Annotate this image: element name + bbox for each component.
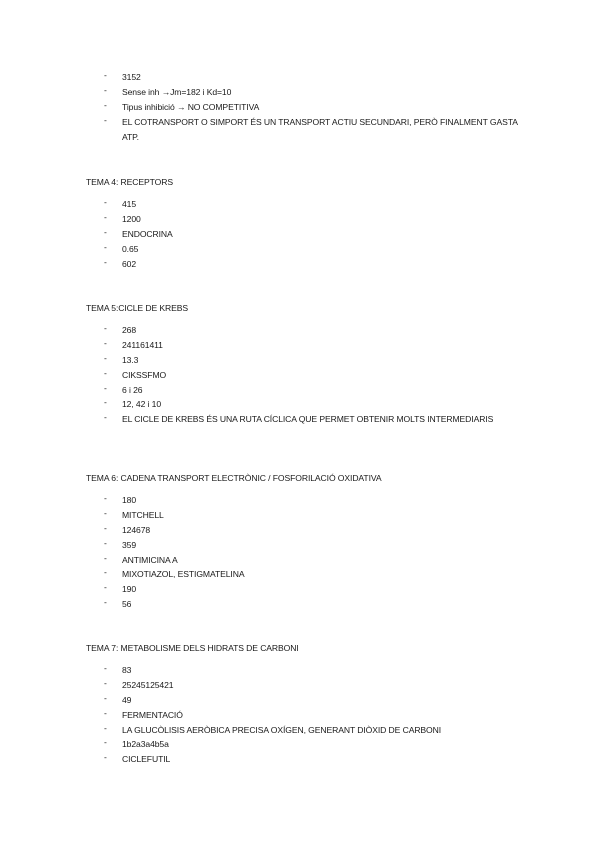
item-text: 6 i 26 [122, 384, 143, 395]
section-heading: TEMA 4: RECEPTORS [86, 177, 173, 187]
bullet-dash: - [104, 663, 107, 673]
list-item [0, 212, 599, 227]
item-text: 83 [122, 665, 132, 675]
list-item [0, 338, 599, 353]
list-item [0, 353, 599, 368]
answer-list [0, 197, 599, 271]
bullet-dash: - [104, 114, 107, 125]
section-heading: TEMA 5:CICLE DE KREBS [86, 303, 189, 313]
item-text: ENDOCRINA [122, 228, 173, 239]
item-text: 359 [122, 539, 137, 550]
bullet-dash: - [104, 722, 107, 733]
item-text: Sense inh →Jm=182 i Kd=10 [122, 86, 232, 97]
item-text: 56 [122, 599, 132, 610]
answer-list [0, 70, 599, 144]
item-text: 602 [122, 258, 137, 269]
item-text: 49 [122, 694, 132, 705]
list-item [0, 197, 599, 212]
item-text: LA GLUCÒLISIS AERÒBICA PRECISA OXÍGEN, GENERANT DIÒXID DE CARBONI [122, 724, 442, 735]
bullet-dash: - [104, 707, 107, 718]
list-item [0, 597, 599, 612]
bullet-dash: - [104, 567, 107, 578]
bullet-dash: - [104, 397, 107, 408]
bullet-dash: - [104, 256, 107, 267]
bullet-dash: - [104, 197, 107, 207]
list-item [0, 323, 599, 338]
list-item [0, 508, 599, 523]
bullet-dash: - [104, 752, 107, 763]
item-text: 0.65 [122, 243, 139, 254]
list-item [0, 412, 599, 442]
list-item [0, 567, 599, 582]
list-item [0, 397, 599, 412]
item-text: MIXOTIAZOL, ESTIGMATELINA [122, 569, 245, 580]
list-item [0, 663, 599, 678]
list-item [0, 752, 599, 767]
bullet-dash: - [104, 337, 107, 348]
item-text: 12, 42 i 10 [122, 399, 162, 410]
section-heading: TEMA 6: CADENA TRANSPORT ELECTRÒNIC / FOSFORILACIÓ OXIDATIVA [86, 473, 382, 483]
bullet-dash: - [104, 692, 107, 703]
bullet-dash: - [104, 226, 107, 237]
bullet-dash: - [104, 323, 107, 333]
list-item [0, 383, 599, 398]
list-item [0, 227, 599, 242]
bullet-dash: - [104, 70, 107, 80]
list-item [0, 85, 599, 100]
answer-list [0, 663, 599, 767]
bullet-dash: - [104, 493, 107, 503]
item-text: 180 [122, 495, 137, 505]
answer-list [0, 323, 599, 442]
list-item [0, 553, 599, 568]
item-text: ANTIMICINA A [122, 554, 178, 565]
item-text: 241161411 [122, 339, 163, 350]
item-text: CIKSSFMO [122, 369, 167, 380]
item-text: 3152 [122, 72, 141, 82]
bullet-dash: - [104, 412, 107, 423]
item-text: EL COTRANSPORT O SIMPORT ÉS UN TRANSPORT ACTIU SECUNDARI, PERÒ FINALMENT GASTA ATP. [122, 116, 518, 142]
item-text: CICLEFUTIL [122, 754, 171, 765]
bullet-dash: - [104, 99, 107, 110]
bullet-dash: - [104, 84, 107, 95]
bullet-dash: - [104, 507, 107, 518]
list-item [0, 693, 599, 708]
item-text: Tipus inhibició → NO COMPETITIVA [122, 101, 260, 112]
list-item [0, 493, 599, 508]
list-item [0, 523, 599, 538]
list-item [0, 678, 599, 693]
list-item [0, 582, 599, 597]
list-item [0, 538, 599, 553]
item-text: EL CICLE DE KREBS ÉS UNA RUTA CÍCLICA QUE PERMET OBTENIR MOLTS INTERMEDIARIS [122, 414, 494, 425]
item-text: 190 [122, 584, 137, 595]
bullet-dash: - [104, 537, 107, 548]
bullet-dash: - [104, 241, 107, 252]
list-item [0, 708, 599, 723]
list-item [0, 115, 599, 145]
list-item [0, 368, 599, 383]
list-item [0, 257, 599, 272]
bullet-dash: - [104, 597, 107, 608]
item-text: 124678 [122, 524, 151, 535]
bullet-dash: - [104, 382, 107, 393]
bullet-dash: - [104, 677, 107, 688]
item-text: MITCHELL [122, 509, 164, 520]
bullet-dash: - [104, 211, 107, 222]
bullet-dash: - [104, 367, 107, 378]
item-text: 1b2a3a4b5a [122, 739, 169, 750]
list-item [0, 70, 599, 85]
item-text: 13.3 [122, 354, 139, 365]
bullet-dash: - [104, 352, 107, 363]
bullet-dash: - [104, 522, 107, 533]
list-item [0, 723, 599, 738]
bullet-dash: - [104, 552, 107, 563]
answer-list [0, 493, 599, 612]
list-item [0, 737, 599, 752]
item-text: 415 [122, 199, 137, 209]
item-text: 25245125421 [122, 679, 174, 690]
section-heading: TEMA 7: METABOLISME DELS HIDRATS DE CARBONI [86, 643, 299, 653]
list-item [0, 242, 599, 257]
item-text: FERMENTACIÓ [122, 709, 183, 720]
bullet-dash: - [104, 582, 107, 593]
item-text: 1200 [122, 213, 141, 224]
item-text: 268 [122, 325, 137, 335]
bullet-dash: - [104, 737, 107, 748]
list-item [0, 100, 599, 115]
